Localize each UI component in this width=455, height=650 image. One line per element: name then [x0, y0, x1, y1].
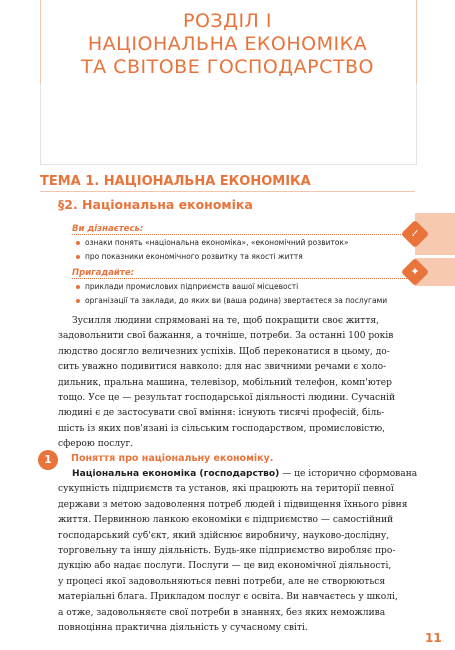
paragraph-line: сферою послуг.: [58, 439, 134, 450]
paragraph-line: матеріальні блага. Прикладом послуг є освіта. Ви навчаєтесь у школі,: [58, 592, 398, 603]
paragraph-line: повноцінна практична діяльність у сучасному світі.: [58, 623, 308, 634]
intro-paragraph: [58, 314, 395, 453]
paragraph-line: життя. Первинною ланкою економіки є підприємство — самостійний: [58, 515, 394, 526]
paragraph-line: Зусилля людини спрямовані на те, щоб покращити своє життя,: [72, 316, 379, 326]
page-number: 11: [425, 631, 442, 645]
definition-term: Національна економіка (господарство): [72, 469, 280, 479]
paragraph-line: шість із яких пов'язані із сільським господарством, промисловістю,: [58, 423, 386, 434]
chapter-title-line-3: ТА СВІТОВЕ ГОСПОДАРСТВО: [81, 56, 374, 78]
paragraph-line: людство досягло величезних успіхів. Щоб переконатися в цьому, до-: [58, 346, 390, 357]
theme-divider: [40, 191, 415, 192]
remember-item: приклади промислових підприємств вашої місцевості: [76, 282, 298, 291]
definition-text: — це історично сформована: [279, 469, 418, 479]
learn-heading: Ви дізнаєтесь:: [72, 224, 144, 234]
learn-item: про показники економічного розвитку та якості життя: [76, 252, 303, 261]
paragraph-line: у процесі якої задовольняються певні потреби, але не створюються: [58, 576, 386, 587]
margin-tab-remember: [410, 258, 455, 286]
remember-item: організації та заклади, до яких ви (ваша родина) звертаєтеся за послугами: [76, 296, 387, 305]
compass-icon: ✦: [401, 258, 429, 286]
paragraph-line: людині є де застосувати свої вміння: існують тисячі професій, біль-: [58, 408, 385, 419]
chapter-title-line-1: РОЗДІЛ І: [183, 10, 272, 32]
chapter-title: [40, 10, 415, 79]
paragraph-line: господарський суб'єкт, який здійснює виробничу, науково-дослідну,: [58, 530, 390, 541]
paragraph-line: дильник, пральна машина, телевізор, мобільний телефон, комп'ютер: [58, 377, 392, 388]
paragraph-line: а отже, задовольняєте свої потреби в знаннях, без яких неможлива: [58, 607, 386, 618]
theme-heading: ТЕМА 1. НАЦІОНАЛЬНА ЕКОНОМІКА: [40, 174, 311, 189]
paragraph-line: торговельну та іншу діяльність. Будь-яке підприємство виробляє про-: [58, 546, 396, 557]
paragraph-line: дукцію або надає послуги. Послуги — це вид економічної діяльності,: [58, 561, 392, 572]
paragraph-line: тощо. Усе це — результат господарської діяльності людини. Сучасній: [58, 393, 396, 404]
paragraph-line: сукупність підприємств та установ, які працюють на території певної: [58, 484, 394, 495]
paragraph-line: [58, 467, 417, 482]
paragraph-line: сить уважно подивитися навколо: для нас звичними речами є холо-: [58, 362, 387, 373]
paragraph-line: держави з метою задоволення потреб людей і підвищення їхнього рівня: [58, 499, 408, 510]
remember-heading: Пригадайте:: [72, 268, 134, 278]
margin-tab-learn: [410, 213, 455, 255]
section-heading: §2. Національна економіка: [58, 197, 253, 212]
subsection-number-badge: 1: [38, 450, 58, 470]
learn-item: ознаки понять «національна економіка», «економічний розвиток»: [76, 238, 349, 247]
check-icon: ✓: [401, 220, 429, 248]
paragraph-line: задовольнити свої бажання, а точніше, потреби. За останні 100 років: [58, 331, 394, 342]
chapter-title-line-2: НАЦІОНАЛЬНА ЕКОНОМІКА: [87, 33, 368, 55]
subsection-heading: Поняття про національну економіку.: [71, 453, 274, 464]
title-blank-area: [40, 84, 417, 165]
definition-paragraph: [58, 467, 417, 636]
